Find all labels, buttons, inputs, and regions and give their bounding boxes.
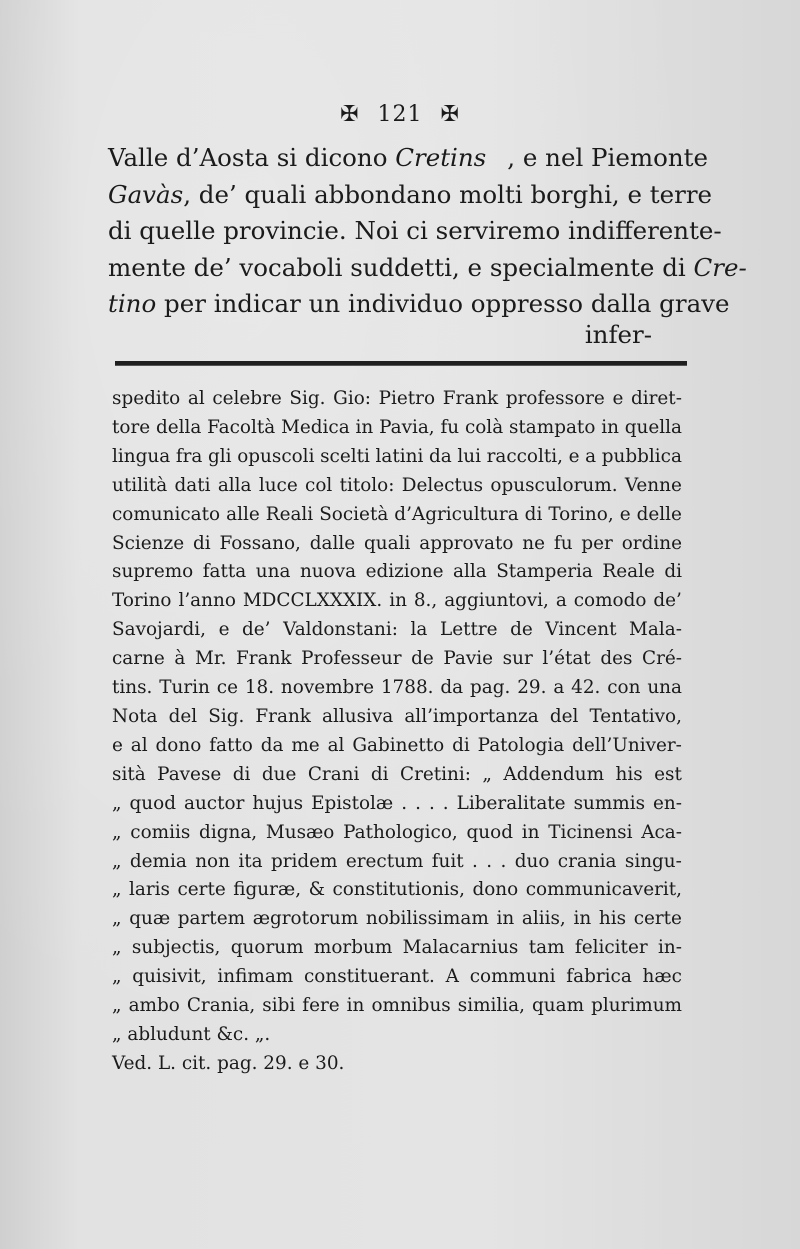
ornament-right-icon: ✠ [440,102,460,127]
footnote-line: comunicato alle Reali Società d’Agricultura di Torino, e delle [112,503,682,525]
footnote-line: „ quod auctor hujus Epistolæ . . . . Liberalitate summis en- [112,792,682,814]
page-header [0,102,800,127]
page-number: 121 [377,102,423,127]
footnote-line: Ved. L. cit. pag. 29. e 30. [112,1052,345,1074]
footnote-line: „ laris certe figuræ, & constitutionis, dono communicaverit, [112,879,682,901]
footnote-line: „ subjectis, quorum morbum Malacarnius tam feliciter in- [112,937,682,959]
footnote-line: utilità dati alla luce col titolo: Delectus opusculorum. Venne [112,474,682,496]
footnote-rule [115,361,687,366]
footnote-line: e al dono fatto da me al Gabinetto di Patologia dell’Univer- [112,734,682,756]
text-line: di quelle provincie. Noi ci serviremo indifferente- [108,216,722,245]
footnote-line: Scienze di Fossano, dalle quali approvato ne fu per ordine [112,532,682,554]
footnote-line: tins. Turin ce 18. novembre 1788. da pag. 29. a 42. con una [112,677,682,699]
footnote-line: Torino l’anno MDCCLXXXIX. in 8., aggiuntovi, a comodo de’ [112,590,682,612]
ornament-left-icon: ✠ [340,102,360,127]
footnote [112,385,682,1079]
footnote-line: „ abludunt &c. „. [112,1023,271,1045]
footnote-line: lingua fra gli opuscoli scelti latini da lui raccolti, e a pubblica [112,445,682,467]
text-line: mente de’ vocaboli suddetti, e specialmente di Cre- [108,252,747,282]
main-text [108,140,747,323]
footnote-line: tore della Facoltà Medica in Pavia, fu colà stampato in quella [112,416,682,438]
footnote-line: „ comiis digna, Musæo Pathologico, quod in Ticinensi Aca- [112,821,682,843]
footnote-line: „ quæ partem ægrotorum nobilissimam in aliis, in his certe [112,908,682,930]
footnote-line: „ demia non ita pridem erectum fuit . . . duo crania singu- [112,850,682,872]
footnote-line: „ ambo Crania, sibi fere in omnibus similia, quam plurimum [112,995,682,1017]
footnote-line: „ quisivit, infimam constituerant. A communi fabrica hæc [112,966,682,988]
text-line: Gavàs , de’ quali abbondano molti borghi, e terre [108,179,713,209]
catchword: infer- [584,320,652,349]
footnote-line: Savojardi, e de’ Valdonstani: la Lettre de Vincent Mala- [112,619,682,641]
text-line: tino per indicar un individuo oppresso dalla grave [108,289,730,318]
footnote-line: sità Pavese di due Crani di Cretini: „ Addendum his est [112,763,682,785]
footnote-line: Nota del Sig. Frank allusiva all’importanza del Tentativo, [112,705,682,727]
footnote-line: spedito al celebre Sig. Gio: Pietro Frank professore e diret- [112,388,682,409]
footnote-line: supremo fatta una nuova edizione alla Stamperia Reale di [112,561,682,583]
footnote-line: carne à Mr. Frank Professeur de Pavie sur l’état des Cré- [112,648,682,670]
text-line: Valle d’Aosta si dicono Cretins , e nel Piemonte [108,143,708,172]
